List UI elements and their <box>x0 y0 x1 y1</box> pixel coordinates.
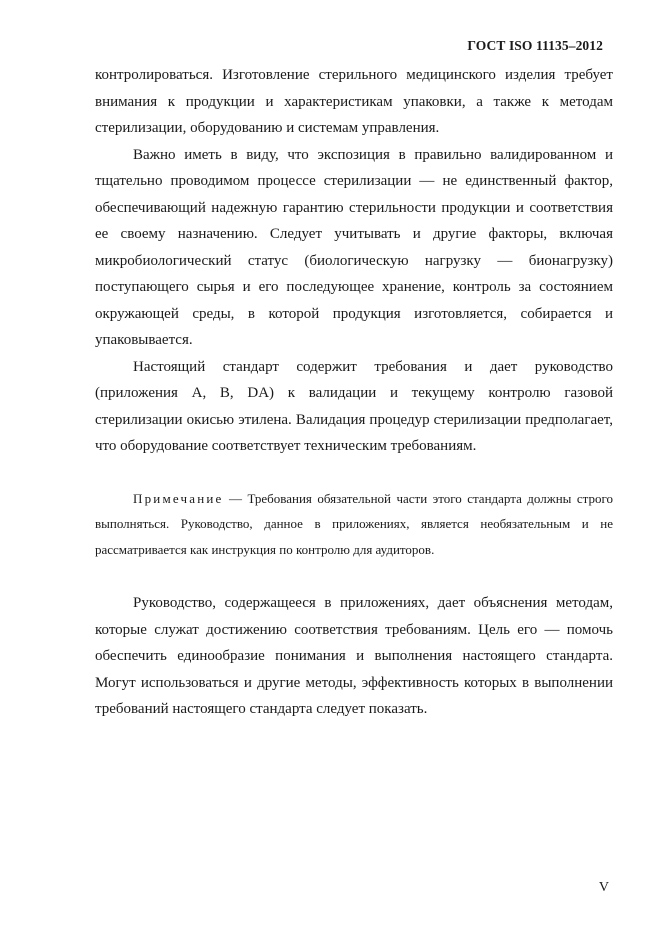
paragraph-sterility-factors: Важно иметь в виду, что экспозиция в правильно валидированном и тщательно проводимом процессе стерилизации — не единственный фактор, обеспечивающий надежную гарантию стерильности продукции и соответствия ее своему назначению. Следует учитывать и другие факторы, включая микробиологический статус (биологическую нагрузку — бионагрузку) поступающего сырья и его последующее хранение, контроль за состоянием окружающей среды, в которой продукция изготовляется, собирается и упаковывается. <box>95 146 613 348</box>
page-body <box>95 62 613 723</box>
paragraph-standard-scope: Настоящий стандарт содержит требования и дает руководство (приложения А, В, DA) к валидации и текущему контролю газовой стерилизации окисью этилена. Валидация процедур стерилизации предполагает, что оборудование соответствует техническим требованиям. <box>95 358 613 454</box>
paragraph-continuation: контролироваться. Изготовление стерильного медицинского изделия требует внимания к продукции и характеристикам упаковки, а также к методам стерилизации, оборудованию и системам управления. <box>95 67 613 136</box>
paragraph-guidance: Руководство, содержащееся в приложениях, дает объяснения методам, которые служат достижению соответствия требованиям. Цель его — помочь обеспечить единообразие понимания и выполнения настоящего стандарта. Могут использоваться и другие методы, эффективность которых в выполнении требований настоящего стандарта следует показать. <box>95 595 613 717</box>
note-label: Примечание <box>133 490 224 506</box>
note-block <box>95 486 613 563</box>
page-number: V <box>598 880 609 895</box>
note-text: — Требования обязательной части этого стандарта должны строго выполняться. Руководство, данное в приложениях, является необязательным и не рассматривается как инструкция по контролю для аудиторов. <box>95 490 613 557</box>
document-header: ГОСТ ISO 11135–2012 <box>467 38 603 53</box>
